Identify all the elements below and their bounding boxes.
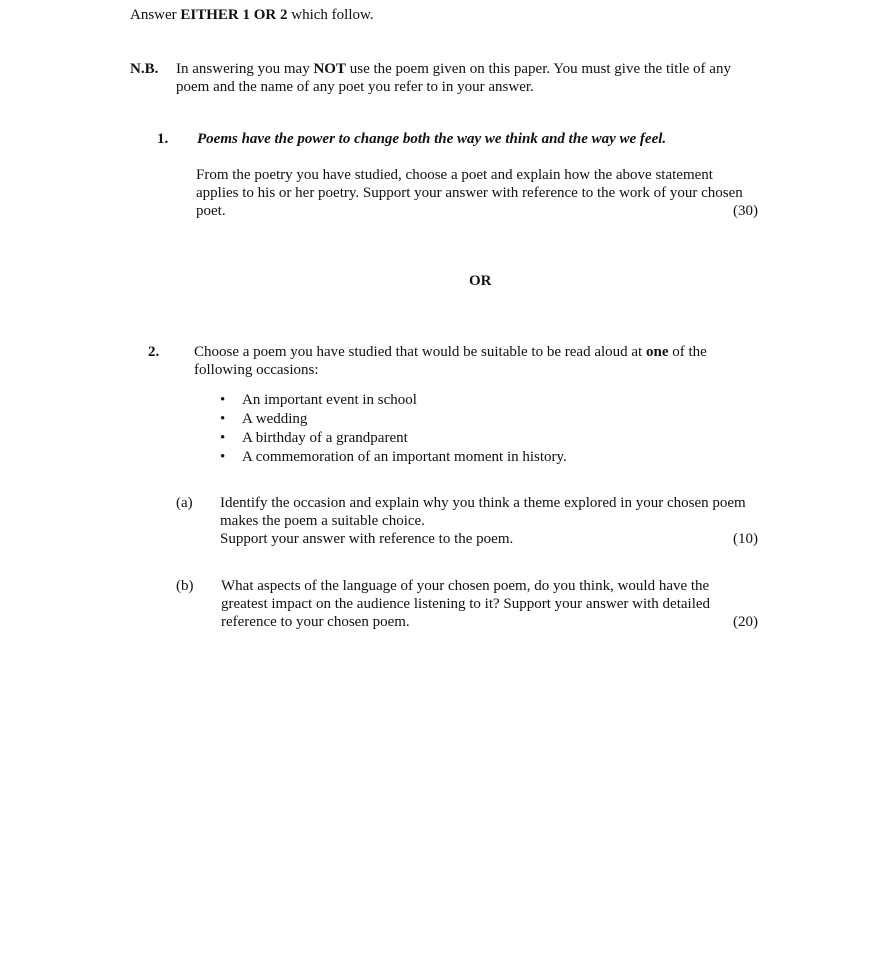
question-2-line-1-bold: one [645,344,669,360]
occasion-text: An important event in school [242,392,417,408]
part-a-line-1: Identify the occasion and explain why you think a theme explored in your chosen poem [220,495,746,511]
intro-suffix: which follow. [287,7,374,23]
nb-label: N.B. [130,61,159,77]
question-1-line-3: poet. [196,203,226,219]
question-2-line-1-post: of the [668,344,707,360]
occasion-text: A commemoration of an important moment in history. [242,449,567,465]
question-2-number: 2. [148,344,160,360]
part-b-line-3: reference to your chosen poem. [221,614,410,630]
list-item [220,429,567,448]
bullet-icon: • [220,430,226,446]
or-separator: OR [469,273,492,289]
part-b-line-2: greatest impact on the audience listening to it? Support your answer with detailed [221,596,711,612]
list-item [220,391,567,410]
part-b-marks: (20) [733,614,758,630]
nb-line-1-bold: NOT [313,61,346,77]
question-1-quote: Poems have the power to change both the way we think and the way we feel. [197,131,667,147]
question-1-marks: (30) [733,203,758,219]
bullet-icon: • [220,449,226,465]
nb-text [176,60,731,96]
list-item [220,410,567,429]
occasion-list [220,391,567,467]
nb-line-2: poem and the name of any poet you refer to in your answer. [176,79,534,95]
part-a-body [220,494,746,548]
occasion-text: A wedding [242,411,308,427]
part-b-line-1: What aspects of the language of your chosen poem, do you think, would have the [221,578,710,594]
question-1-line-2: applies to his or her poetry. Support your answer with reference to the work of your chosen [196,185,743,201]
list-item [220,448,567,467]
occasion-text: A birthday of a grandparent [242,430,408,446]
question-2-line-1 [194,343,707,361]
question-1-body [196,166,768,220]
question-1-number: 1. [157,131,169,147]
part-a-label: (a) [176,495,193,511]
bullet-icon: • [220,411,226,427]
part-a-line-3: Support your answer with reference to the poem. [220,531,514,547]
part-a-line-2: makes the poem a suitable choice. [220,513,425,529]
part-a-marks: (10) [733,531,758,547]
intro-prefix: Answer [130,7,181,23]
intro-instruction [130,6,374,24]
question-2-intro [194,343,707,379]
question-1-line-1: From the poetry you have studied, choose a poet and explain how the above statement [196,167,713,183]
part-b-label: (b) [176,578,194,594]
nb-line-1-pre: In answering you may [176,61,314,77]
bullet-icon: • [220,392,226,408]
nb-line-1-post: use the poem given on this paper. You must give the title of any [345,61,731,77]
nb-line-1 [176,60,731,78]
part-b-body [221,577,710,631]
question-2-line-1-pre: Choose a poem you have studied that would be suitable to be read aloud at [194,344,646,360]
question-2-line-2: following occasions: [194,362,319,378]
intro-bold: EITHER 1 OR 2 [180,7,288,23]
